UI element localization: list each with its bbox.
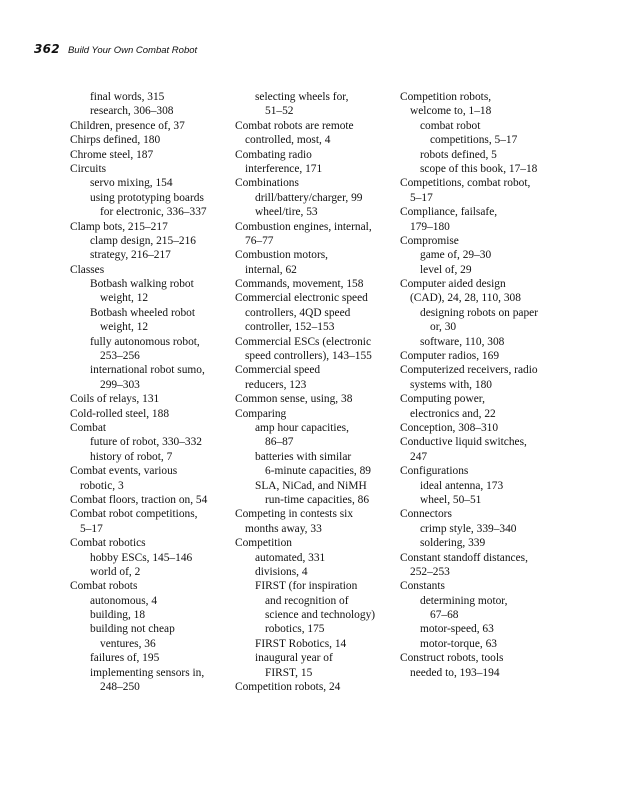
index-entry: Constants bbox=[400, 580, 445, 593]
index-entry: Comparing bbox=[235, 407, 287, 420]
index-entry: Competition robots, bbox=[400, 91, 492, 103]
index-subentry: ideal antenna, 173 bbox=[420, 479, 504, 492]
index-subentry: electronics and, 22 bbox=[410, 407, 496, 420]
index-subentry: reducers, 123 bbox=[245, 378, 307, 391]
index-entry: Commercial speed bbox=[235, 364, 321, 377]
index-entry: Construct robots, tools bbox=[400, 652, 504, 665]
index-subentry: 5–17 bbox=[80, 522, 103, 535]
index-subentry: for electronic, 336–337 bbox=[100, 206, 207, 219]
index-subentry: building not cheap bbox=[90, 623, 175, 636]
index-subentry: and recognition of bbox=[265, 594, 349, 607]
index-subentry: level of, 29 bbox=[420, 263, 472, 276]
index-subentry: 252–253 bbox=[410, 565, 450, 578]
index-subentry: international robot sumo, bbox=[90, 364, 205, 377]
index-subentry: needed to, 193–194 bbox=[410, 666, 500, 679]
book-title: Build Your Own Combat Robot bbox=[67, 45, 198, 56]
index-entry: Connectors bbox=[400, 508, 452, 521]
index-subentry: FIRST (for inspiration bbox=[255, 580, 358, 593]
index-entry: Compromise bbox=[400, 234, 459, 247]
index-entry: Classes bbox=[70, 263, 105, 276]
index-subentry: controlled, most, 4 bbox=[245, 134, 331, 147]
index-entry: Coils of relays, 131 bbox=[70, 393, 160, 406]
index-subentry: strategy, 216–217 bbox=[90, 249, 171, 262]
index-subentry: or, 30 bbox=[430, 321, 457, 334]
index-subentry: FIRST, 15 bbox=[265, 666, 313, 679]
index-entry: Combat robots bbox=[70, 580, 138, 593]
index-entry: Competitions, combat robot, bbox=[400, 177, 531, 190]
index-entry: Competing in contests six bbox=[235, 508, 354, 521]
index-entry: Cold-rolled steel, 188 bbox=[70, 407, 170, 420]
index-subentry: controller, 152–153 bbox=[245, 321, 335, 334]
index-subentry: 248–250 bbox=[100, 681, 140, 694]
index-entry: Computing power, bbox=[400, 393, 485, 406]
index-entry: Circuits bbox=[70, 162, 107, 175]
index-entry: Conductive liquid switches, bbox=[400, 436, 527, 449]
index-entry: Combustion engines, internal, bbox=[235, 220, 372, 233]
index-subentry: crimp style, 339–340 bbox=[420, 522, 517, 535]
index-subentry: controllers, 4QD speed bbox=[245, 306, 351, 319]
index-subentry: batteries with similar bbox=[255, 450, 352, 463]
index-subentry: 5–17 bbox=[410, 191, 433, 204]
index-subentry: motor-speed, 63 bbox=[420, 623, 494, 636]
index-entry: Combat robotics bbox=[70, 537, 146, 550]
index-entry: Commercial ESCs (electronic bbox=[235, 335, 372, 348]
index-subentry: 6-minute capacities, 89 bbox=[265, 465, 371, 478]
index-entry: Clamp bots, 215–217 bbox=[70, 220, 168, 233]
index-entry: Commands, movement, 158 bbox=[235, 278, 364, 291]
index-subentry: run-time capacities, 86 bbox=[265, 493, 370, 506]
index-entry: Combat robot competitions, bbox=[70, 508, 198, 521]
index-subentry: amp hour capacities, bbox=[255, 421, 349, 434]
running-header bbox=[34, 42, 197, 58]
index-entry: Combat floors, traction on, 54 bbox=[70, 493, 208, 506]
index-subentry: implementing sensors in, bbox=[90, 666, 205, 679]
index-subentry: research, 306–308 bbox=[90, 105, 174, 118]
index-entry: Combating radio bbox=[235, 148, 312, 161]
index-subentry: welcome to, 1–18 bbox=[410, 105, 492, 118]
index-entry: Conception, 308–310 bbox=[400, 421, 499, 434]
index-subentry: competitions, 5–17 bbox=[430, 134, 518, 147]
index-subentry: determining motor, bbox=[420, 594, 508, 607]
index-subentry: interference, 171 bbox=[245, 162, 323, 175]
index-entry: Compliance, failsafe, bbox=[400, 206, 498, 219]
index-entry: Chirps defined, 180 bbox=[70, 134, 161, 147]
index-subentry: Botbash walking robot bbox=[90, 278, 194, 291]
index-subentry: history of robot, 7 bbox=[90, 450, 173, 463]
index-subentry: 299–303 bbox=[100, 378, 140, 391]
index-entry: Combat bbox=[70, 421, 107, 434]
index-entry: Computerized receivers, radio bbox=[400, 364, 538, 377]
index-subentry: designing robots on paper bbox=[420, 306, 538, 319]
index-subentry: soldering, 339 bbox=[420, 537, 486, 550]
index-subentry: fully autonomous robot, bbox=[90, 335, 200, 348]
index-subentry: 67–68 bbox=[430, 609, 459, 622]
index-subentry: 51–52 bbox=[265, 105, 294, 118]
index-column-1 bbox=[70, 90, 230, 694]
index-subentry: world of, 2 bbox=[90, 565, 141, 578]
index-subentry: weight, 12 bbox=[100, 292, 149, 305]
index-subentry: systems with, 180 bbox=[410, 378, 492, 391]
index-subentry: future of robot, 330–332 bbox=[90, 436, 202, 449]
index-entry: Competition bbox=[235, 537, 292, 550]
index-subentry: divisions, 4 bbox=[255, 565, 308, 578]
index-subentry: 253–256 bbox=[100, 350, 140, 363]
index-entry: Combinations bbox=[235, 177, 299, 190]
index-subentry: scope of this book, 17–18 bbox=[420, 162, 538, 175]
page-number: 362 bbox=[34, 42, 60, 56]
index-subentry: autonomous, 4 bbox=[90, 594, 158, 607]
index-subentry: automated, 331 bbox=[255, 551, 326, 564]
index-entry: Competition robots, 24 bbox=[235, 681, 341, 694]
index-entry: Computer aided design bbox=[400, 278, 506, 291]
index-subentry: FIRST Robotics, 14 bbox=[255, 637, 347, 650]
index-subentry: servo mixing, 154 bbox=[90, 177, 173, 190]
index-entry: Commercial electronic speed bbox=[235, 292, 368, 305]
index-entry: Combat events, various bbox=[70, 465, 178, 478]
index-entry: Children, presence of, 37 bbox=[70, 119, 185, 132]
index-subentry: SLA, NiCad, and NiMH bbox=[255, 479, 367, 492]
index-subentry: ventures, 36 bbox=[100, 637, 156, 650]
index-column-3 bbox=[400, 90, 560, 680]
index-subentry: hobby ESCs, 145–146 bbox=[90, 551, 193, 564]
index-subentry: months away, 33 bbox=[245, 522, 322, 535]
index-entry: Computer radios, 169 bbox=[400, 350, 500, 363]
index-entry: Common sense, using, 38 bbox=[235, 393, 353, 406]
index-subentry: wheel, 50–51 bbox=[420, 493, 482, 506]
index-subentry: 247 bbox=[410, 450, 428, 463]
index-subentry: robotic, 3 bbox=[80, 479, 124, 492]
index-subentry: science and technology) bbox=[265, 609, 376, 622]
index-subentry: clamp design, 215–216 bbox=[90, 234, 196, 247]
index-subentry: speed controllers), 143–155 bbox=[245, 350, 372, 363]
index-column-2 bbox=[235, 90, 395, 694]
index-subentry: using prototyping boards bbox=[90, 191, 204, 204]
index-subentry: weight, 12 bbox=[100, 321, 149, 334]
index-subentry: robotics, 175 bbox=[265, 623, 325, 636]
index-subentry: building, 18 bbox=[90, 609, 146, 622]
index-subentry: software, 110, 308 bbox=[420, 335, 505, 348]
index-subentry: final words, 315 bbox=[90, 91, 165, 103]
index-subentry: failures of, 195 bbox=[90, 652, 160, 665]
index-subentry: selecting wheels for, bbox=[255, 91, 349, 103]
index-entry: Constant standoff distances, bbox=[400, 551, 528, 564]
index-entry: Chrome steel, 187 bbox=[70, 148, 154, 161]
index-subentry: 179–180 bbox=[410, 220, 450, 233]
index-subentry: game of, 29–30 bbox=[420, 249, 492, 262]
index-subentry: wheel/tire, 53 bbox=[255, 206, 318, 219]
index-subentry: (CAD), 24, 28, 110, 308 bbox=[410, 292, 521, 305]
index-subentry: motor-torque, 63 bbox=[420, 637, 497, 650]
index-subentry: internal, 62 bbox=[245, 263, 297, 276]
index-subentry: combat robot bbox=[420, 119, 481, 132]
index-subentry: 86–87 bbox=[265, 436, 294, 449]
index-subentry: robots defined, 5 bbox=[420, 148, 497, 161]
index-subentry: Botbash wheeled robot bbox=[90, 306, 196, 319]
index-entry: Combat robots are remote bbox=[235, 119, 354, 132]
index-entry: Combustion motors, bbox=[235, 249, 329, 262]
index-subentry: inaugural year of bbox=[255, 652, 333, 665]
index-subentry: 76–77 bbox=[245, 234, 274, 247]
index-entry: Configurations bbox=[400, 465, 469, 478]
index-subentry: drill/battery/charger, 99 bbox=[255, 191, 363, 204]
